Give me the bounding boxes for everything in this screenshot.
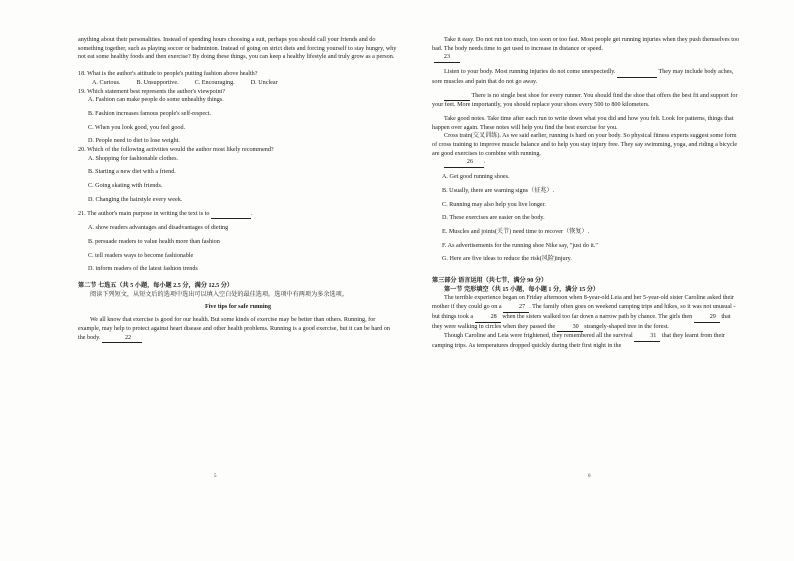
passage-paragraph-1 bbox=[78, 316, 398, 343]
question-18-options bbox=[78, 79, 398, 88]
tip-cross-train: Cross train(交叉训练). As we said earlier, running is hard on your body. So physical fitness experts suggest some form of cross training to improve muscle balance and to help you stay injury free. They say swimming, yoga, and riding a bicycle are good exercises to combine with running. bbox=[432, 133, 738, 157]
right-page bbox=[432, 36, 742, 351]
blank-28: 28 bbox=[475, 313, 501, 323]
q21-option-d: D. inform readers of the latest fashion trends bbox=[88, 266, 198, 273]
cloze-p1-text-a: The terrible experience began on Friday afternoon when 8-year-old Leia and her 5-year-old sister Caroline asked their mother if they could go on a bbox=[432, 295, 734, 311]
q18-option-c: C. Encouraging. bbox=[194, 79, 235, 86]
question-20: 20. Which of the following activities would the author most likely recommend? bbox=[78, 147, 274, 154]
cloze-p1-text-c: when the sisters walked too far down a narrow path by chance. The girls then bbox=[502, 313, 693, 320]
q19-option-c: C. When you look good, you feel good. bbox=[88, 124, 186, 131]
left-page bbox=[78, 36, 398, 343]
q19-option-d: D. People need to diet to lose weight. bbox=[88, 138, 180, 145]
blank-22: 22 bbox=[102, 334, 142, 344]
q18-option-a: A. Curious. bbox=[92, 79, 121, 86]
page-number-right: 6 bbox=[588, 474, 591, 479]
blank-25 bbox=[444, 92, 470, 102]
tip-listen-body bbox=[432, 68, 742, 86]
tip-notes: Take good notes. Take time after each run to write down what you did and how you felt. Look for patterns, things that happen over again. These notes will help you find the best exercise for you. bbox=[432, 115, 734, 131]
section2-header: 第二节 七选五（共 5 小题，每小题 2.5 分，满分 12.5 分） bbox=[78, 283, 234, 290]
question-21: 21. The author's main purpose in writing the text is to . bbox=[78, 210, 398, 220]
passage-title: Five tips for safe running bbox=[204, 304, 272, 311]
option-g: G. Here are five ideas to reduce the risk(风险)injury. bbox=[442, 256, 572, 263]
cloze-p1-text-b: The family often goes on weekend camping trips and hikes, so it was not unusual - but things took a bbox=[432, 304, 736, 320]
blank-23-number: 23 bbox=[434, 53, 460, 63]
option-b: B. Usually, there are warning signs（征兆）. bbox=[442, 187, 555, 194]
tip-shoes bbox=[432, 92, 742, 110]
q20-option-d: D. Changing the hairstyle every week. bbox=[88, 196, 183, 203]
cloze-p2-text-b: that they learnt from their camping trips. As temperatures dropped quickly during their first night in the bbox=[432, 333, 725, 349]
section2-instructions: 阅读下列短文，从短文后的选项中选出可以填入空白处的最佳选项。选项中有两项为多余选项。 bbox=[90, 291, 348, 298]
blank-26: 26 bbox=[444, 158, 484, 168]
q21-option-a: A. show readers advantages and disadvantages of dieting bbox=[88, 225, 229, 232]
tip-take-it-easy: Take it easy. Do not run too much, too soon or too fast. Most people get running injuries when they push themselves too bad. The body needs time to get used to increase in distance or speed. bbox=[432, 37, 740, 52]
tip-listen-body-text: Listen to your body. Most running injuries do not come unexpectedly. bbox=[444, 69, 616, 76]
blank-24 bbox=[617, 68, 657, 78]
q19-option-b: B. Fashion increases famous people's self-respect. bbox=[88, 110, 212, 117]
intro-paragraph: anything about their personalities. Instead of spending hours choosing a suit, perhaps you should call your friends and do something together, such as playing soccer or badminton. Instead of going on strict diets and forcing yourself to stay hungry, why not eat some healthy foods and then exercise? By doing these things, you can keep a healthy lifestyle and truly grow as a person. bbox=[78, 37, 397, 61]
q21-blank bbox=[211, 210, 251, 220]
cloze-p1-text-e: strangely-shaped tree in the forest. bbox=[584, 323, 669, 330]
tip-listen-body-rest: They may include body aches, sore muscles and pain that do not go away. bbox=[432, 69, 734, 85]
q20-option-a: A. Shopping for fashionable clothes. bbox=[88, 155, 179, 162]
q18-option-b: B. Unsupportive. bbox=[136, 79, 179, 86]
option-c: C. Running may also help you live longer. bbox=[442, 201, 546, 208]
blank-27: 27 bbox=[503, 303, 529, 313]
cloze-paragraph-1: The terrible experience began on Friday afternoon when 8-year-old Leia and her 5-year-old sister Caroline asked their mother if they could go on a 27 . The family often goes on weekend camping trips and hikes, so it was not unusual - but things took a 28 when the sisters walked too far down a narrow path by chance. The girls then 29 that they were walking in circles when they passed the 30 strangely-shaped tree in the forest. bbox=[432, 294, 742, 332]
q21-option-c: C. tell readers ways to become fashionable bbox=[88, 252, 194, 259]
question-21-text: 21. The author's main purpose in writing the text is to bbox=[78, 210, 210, 217]
question-18: 18. What is the author's attitude to people's putting fashion above health? bbox=[78, 71, 258, 78]
question-19: 19. Which statement best represents the author's viewpoint? bbox=[78, 88, 225, 95]
blank-31: 31 bbox=[634, 332, 660, 342]
cloze-p1-text-d: that they were walking in circles when they passed the bbox=[432, 313, 731, 330]
blank-29: 29 bbox=[694, 313, 720, 323]
part3-header: 第三部分 语言运用（共七节，满分 90 分） bbox=[432, 278, 548, 285]
blank-30: 30 bbox=[557, 323, 583, 333]
tip-shoes-text: There is no single best shoe for every runner. You should find the shoe that offers the best fit and support for your feet. More importantly, you should replace your shoes every 500 to 800 kilometers. bbox=[432, 92, 738, 109]
part3-subheader: 第一节 完形填空（共 15 小题，每小题 1 分，满分 15 分） bbox=[444, 286, 600, 293]
option-f: F. As advertisements for the running shoe Nike say, "just do it." bbox=[442, 242, 598, 249]
blank-23 bbox=[432, 53, 742, 63]
q20-option-c: C. Going skating with friends. bbox=[88, 183, 163, 190]
cloze-paragraph-2 bbox=[432, 332, 742, 350]
q21-option-b: B. persuade readers to value health more than fashion bbox=[88, 238, 220, 245]
blank-26-line: 26 . bbox=[432, 158, 742, 168]
passage-p1-text: We all know that exercise is good for our health. But some kinds of exercise may be better than others. Running, for example, may help to protect against heart disease and other health problems. Running is a good exercise, but it can be hard on the body. bbox=[78, 317, 390, 341]
q20-option-b: B. Starting a new diet with a friend. bbox=[88, 169, 176, 176]
q18-option-d: D. Unclear bbox=[250, 79, 278, 86]
option-d: D. These exercises are easier on the body. bbox=[442, 215, 545, 222]
option-a: A. Get good running shoes. bbox=[442, 174, 510, 181]
page-number-left: 5 bbox=[214, 474, 217, 479]
option-e: E. Muscles and joints(关节) need time to recover（恢复）. bbox=[442, 228, 590, 235]
q19-option-a: A. Fashion can make people do some unhealthy things. bbox=[88, 97, 224, 104]
cloze-p2-text-a: Though Caroline and Leia were frightened, they remembered all the survival bbox=[444, 333, 633, 340]
